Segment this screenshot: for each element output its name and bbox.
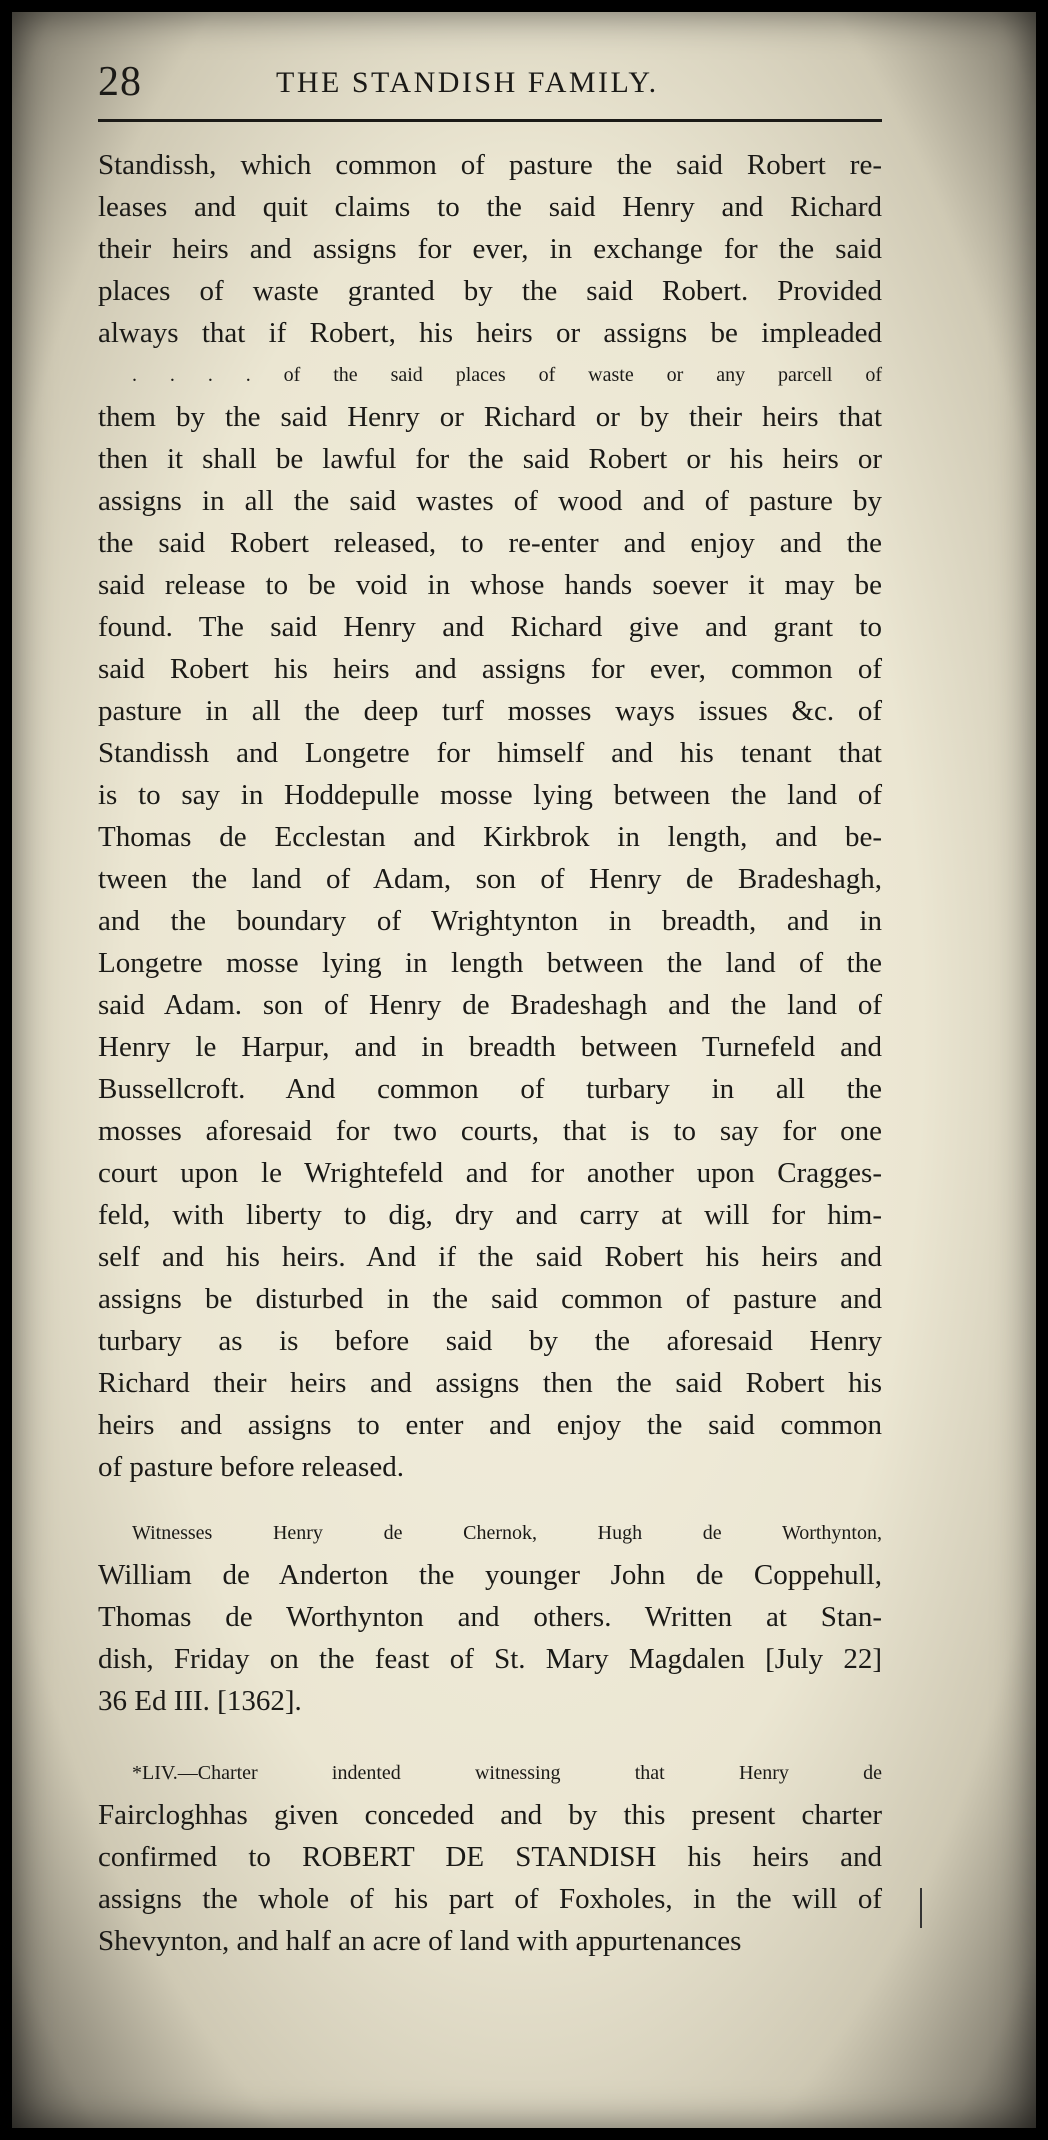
text-line: *LIV.—Charter indented witnessing that Henry de bbox=[132, 1762, 882, 1784]
text-line: leases and quit claims to the said Henry and Richard bbox=[98, 191, 882, 223]
text-line: Witnesses Henry de Chernok, Hugh de Worthynton, bbox=[132, 1522, 882, 1544]
text-line: found. The said Henry and Richard give and grant to bbox=[98, 611, 882, 643]
text-line: assigns be disturbed in the said common of pasture and bbox=[98, 1283, 882, 1315]
page-number: 28 bbox=[98, 59, 142, 105]
text-line: Faircloghhas given conceded and by this present charter bbox=[98, 1799, 882, 1831]
text-line: mosses aforesaid for two courts, that is to say for one bbox=[98, 1115, 882, 1147]
margin-mark bbox=[920, 1888, 922, 1928]
text-line: Longetre mosse lying in length between the land of the bbox=[98, 947, 882, 979]
page-header bbox=[98, 52, 882, 112]
paragraph bbox=[98, 1512, 882, 1722]
text-line: Thomas de Worthynton and others. Written at Stan- bbox=[98, 1601, 882, 1633]
text-line: said Robert his heirs and assigns for ever, common of bbox=[98, 653, 882, 685]
text-line: tween the land of Adam, son of Henry de Bradeshagh, bbox=[98, 863, 882, 895]
text-line: William de Anderton the younger John de Coppehull, bbox=[98, 1559, 882, 1591]
book-page bbox=[98, 52, 882, 2092]
text-line: them by the said Henry or Richard or by their heirs that bbox=[98, 401, 882, 433]
text-line: self and his heirs. And if the said Robert his heirs and bbox=[98, 1241, 882, 1273]
text-line: heirs and assigns to enter and enjoy the said common bbox=[98, 1409, 882, 1441]
text-line: then it shall be lawful for the said Robert or his heirs or bbox=[98, 443, 882, 475]
text-line: said release to be void in whose hands soever it may be bbox=[98, 569, 882, 601]
text-line: turbary as is before said by the aforesaid Henry bbox=[98, 1325, 882, 1357]
paragraph bbox=[98, 1752, 882, 1962]
text-line: of pasture before released. bbox=[98, 1451, 404, 1483]
text-line: always that if Robert, his heirs or assigns be impleaded bbox=[98, 317, 882, 349]
text-line: Standissh and Longetre for himself and his tenant that bbox=[98, 737, 882, 769]
header-rule bbox=[98, 119, 882, 122]
text-line: said Adam. son of Henry de Bradeshagh and the land of bbox=[98, 989, 882, 1021]
text-line: court upon le Wrightefeld and for another upon Cragges- bbox=[98, 1157, 882, 1189]
text-line: Thomas de Ecclestan and Kirkbrok in length, and be- bbox=[98, 821, 882, 853]
text-line: dish, Friday on the feast of St. Mary Magdalen [July 22] bbox=[98, 1643, 882, 1675]
paragraph bbox=[98, 144, 882, 1488]
text-line: pasture in all the deep turf mosses ways issues &c. of bbox=[98, 695, 882, 727]
text-line: is to say in Hoddepulle mosse lying between the land of bbox=[98, 779, 882, 811]
page-body bbox=[98, 144, 882, 1962]
text-line: the said Robert released, to re-enter and enjoy and the bbox=[98, 527, 882, 559]
text-line: assigns in all the said wastes of wood and of pasture by bbox=[98, 485, 882, 517]
text-line: Shevynton, and half an acre of land with appurtenances bbox=[98, 1925, 742, 1957]
text-line: 36 Ed III. [1362]. bbox=[98, 1685, 302, 1717]
text-line: Henry le Harpur, and in breadth between Turnefeld and bbox=[98, 1031, 882, 1063]
page-frame bbox=[12, 12, 1036, 2128]
text-line: their heirs and assigns for ever, in exchange for the said bbox=[98, 233, 882, 265]
running-title: THE STANDISH FAMILY. bbox=[276, 66, 659, 99]
text-line: feld, with liberty to dig, dry and carry at will for him- bbox=[98, 1199, 882, 1231]
text-line: Richard their heirs and assigns then the said Robert his bbox=[98, 1367, 882, 1399]
text-line: Standissh, which common of pasture the said Robert re- bbox=[98, 149, 882, 181]
text-line: places of waste granted by the said Robert. Provided bbox=[98, 275, 882, 307]
text-line: and the boundary of Wrightynton in breadth, and in bbox=[98, 905, 882, 937]
text-line: . . . . of the said places of waste or any parcell of bbox=[132, 364, 882, 386]
text-line: Bussellcroft. And common of turbary in all the bbox=[98, 1073, 882, 1105]
text-line: confirmed to ROBERT DE STANDISH his heirs and bbox=[98, 1841, 882, 1873]
text-line: assigns the whole of his part of Foxholes, in the will of bbox=[98, 1883, 882, 1915]
